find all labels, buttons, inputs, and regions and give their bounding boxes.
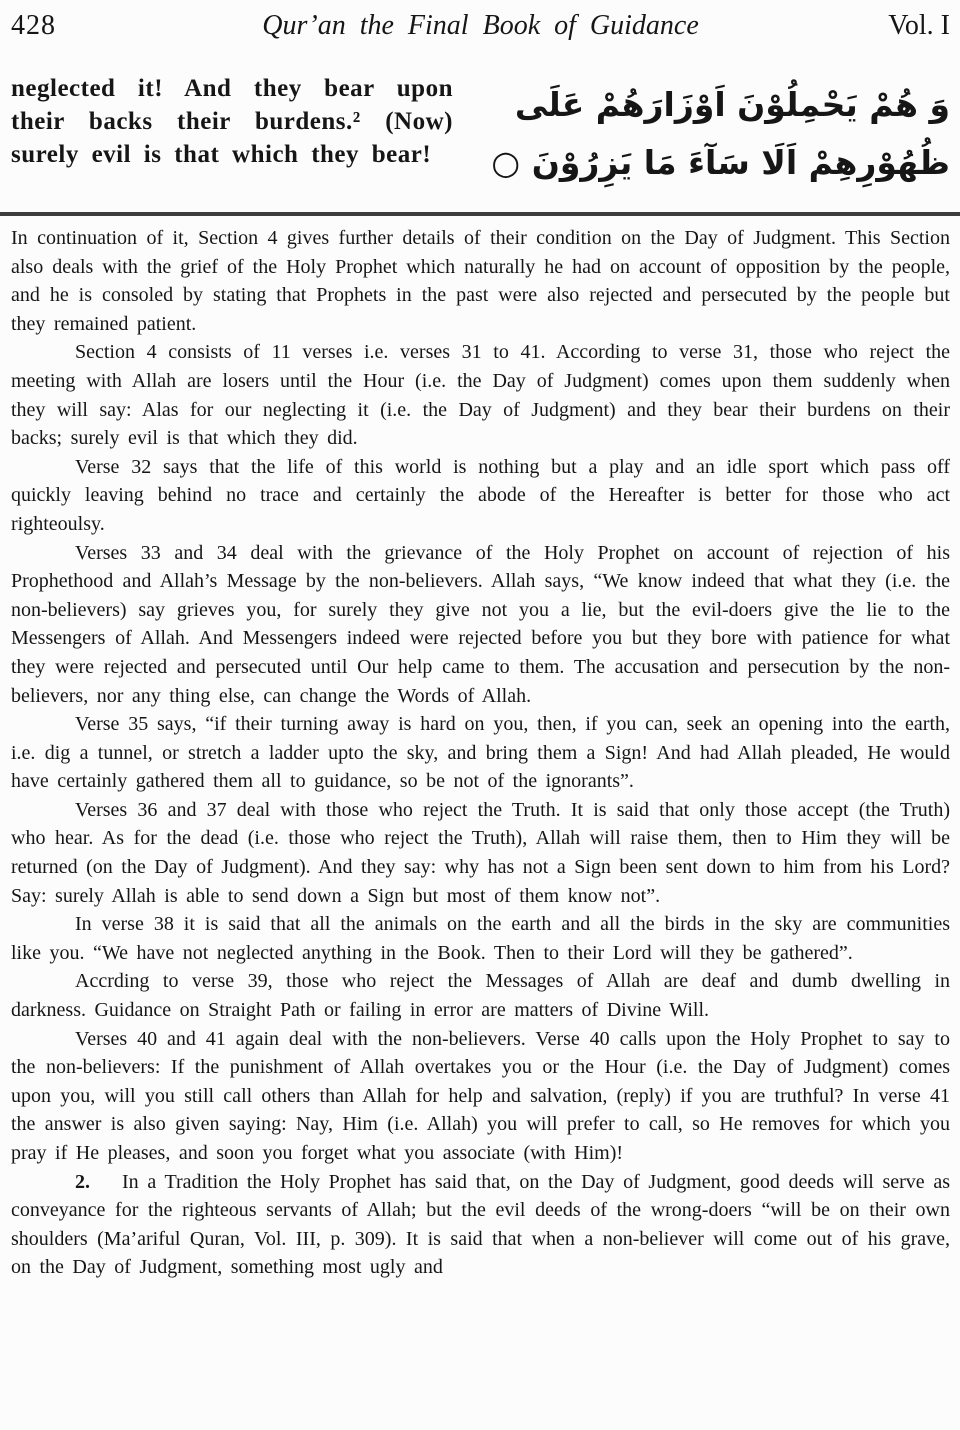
- page-number: 428: [11, 10, 56, 41]
- body-paragraph: Verse 35 says, “if their turning away is hard on you, then, if you can, seek an opening into the earth, i.e. dig a tunnel, or stretch a ladder upto the sky, and bring them a Sign! And had Allah pleaded, He would have certainly gathered them all to guidance, so be not of the ignorants”.: [11, 713, 950, 793]
- section-divider: [0, 212, 960, 216]
- page-header: [11, 10, 950, 42]
- verse-section: [11, 72, 950, 200]
- volume-label: Vol. I: [888, 10, 950, 41]
- paragraph-text: In a Tradition the Holy Prophet has said that, on the Day of Judgment, good deeds will serve as conveyance for the righteous servants of Allah; but the evil deeds of the wrong-doers “will be on their own shoulders (Ma’ariful Quran, Vol. III, p. 309). It is said that when a non-believer will come out of his grave, on the Day of Judgment, something most ugly and: [11, 1170, 950, 1279]
- body-paragraph: Accrding to verse 39, those who reject the Messages of Allah are deaf and dumb dwelling in darkness. Guidance on Straight Path or failing in error are matters of Divine Will.: [11, 970, 950, 1022]
- body-paragraph: Verses 40 and 41 again deal with the non-believers. Verse 40 calls upon the Holy Prophet to say to the non-believers: If the punishment of Allah overtakes you or the Hour (i.e. the Day of Judgment) comes upon you, will you still call others than Allah for help and salvation, (reply) if you are truthful? In verse 41 the answer is also given saying: Nay, Him (i.e. Allah) you will prefer to call, so He removes for which you pray if He pleases, and soon you forget what you associate (with Him)!: [11, 1027, 950, 1164]
- body-paragraph: In verse 38 it is said that all the animals on the earth and all the birds in the sky are communities like you. “We have not neglected anything in the Book. Then to their Lord will they be gathered”.: [11, 913, 950, 964]
- tradition-number: 2.: [75, 1170, 90, 1193]
- body-paragraph-tradition: [11, 1168, 950, 1282]
- arabic-line-1: وَ هُمْ يَحْمِلُوْنَ اَوْزَارَهُمْ عَلَى: [514, 85, 950, 124]
- commentary-body: [11, 224, 950, 1282]
- body-paragraph: In continuation of it, Section 4 gives further details of their condition on the Day of Judgment. This Section also deals with the grief of the Holy Prophet which naturally he had on account of opposition by the people, and he is consoled by stating that Prophets in the past were also rejected and persecuted by the people but they remained patient.: [11, 227, 950, 335]
- body-paragraph: Verses 36 and 37 deal with those who reject the Truth. It is said that only those accept (the Truth) who hear. As for the dead (i.e. those who reject the Truth), Allah will raise them, then to Him they will be returned (on the Day of Judgment). And they say: why has not a Sign been sent down to him from his Lord? Say: surely Allah is able to send down a Sign but most of them know not”.: [11, 798, 950, 907]
- verse-arabic-calligraphy: [491, 72, 950, 200]
- arabic-line-2: ظُهُوْرِهِمْ اَلَا سَآءَ مَا يَزِرُوْنَ ○: [491, 143, 950, 182]
- body-paragraph: Verse 32 says that the life of this world is nothing but a play and an idle sport which pass off quickly leaving behind no trace and certainly the abode of the Hereafter is better for those who act righteoulsy.: [11, 455, 950, 535]
- body-paragraph: Verses 33 and 34 deal with the grievance of the Holy Prophet on account of rejection of his Prophethood and Allah’s Message by the non-believers. Allah says, “We know indeed that what they (i.e. the non-believers) say grieves you, for surely they give not you a lie, but the evil-doers give the lie to the Messengers of Allah. And Messengers indeed were rejected before you but they bore with patience for what they were rejected and persecuted until Our help came to them. The accusation and persecution by the non-believers, nor any thing else, can change the Words of Allah.: [11, 541, 950, 707]
- body-paragraph: Section 4 consists of 11 verses i.e. verses 31 to 41. According to verse 31, those who reject the meeting with Allah are losers until the Hour (i.e. the Day of Judgment) comes upon them suddenly when they will say: Alas for our neglecting it (i.e. the Day of Judgment) and they bear their burdens on their backs; surely evil is that which they did.: [11, 341, 950, 450]
- verse-translation: neglected it! And they bear upon their backs their burdens.² (Now) surely evil is that which they bear!: [11, 75, 453, 168]
- book-title: Qur’an the Final Book of Guidance: [262, 10, 699, 41]
